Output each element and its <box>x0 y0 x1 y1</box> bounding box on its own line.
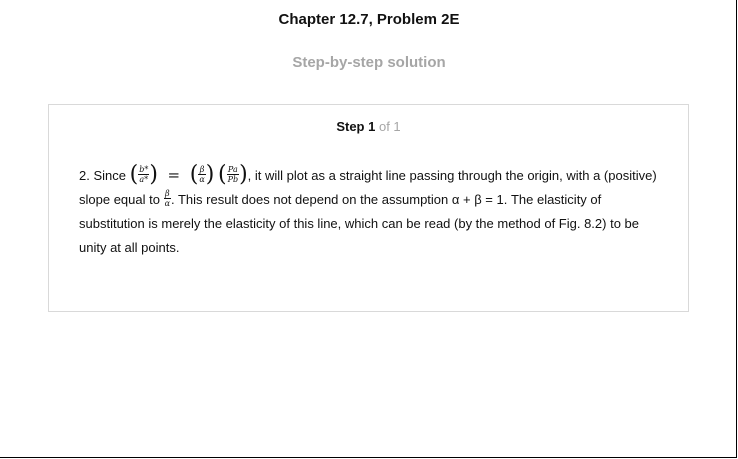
solution-text-rest: . This result does not depend on the assumption α + β = 1. The elasticity of substitution is merely the elasticity of this line, which can be read (by the method of Fig. 8.2) to be unity at all points. <box>79 192 640 255</box>
fraction-denominator: α <box>164 199 170 209</box>
fraction-price-ratio <box>227 165 240 184</box>
step-card <box>48 104 689 312</box>
fraction-numerator: b* <box>139 165 149 175</box>
step-label: Step 1 <box>336 119 376 134</box>
fraction-b-over-a <box>138 165 149 184</box>
fraction-denominator: Pb <box>227 175 239 185</box>
solution-subtitle: Step-by-step solution <box>292 54 446 71</box>
fraction-beta-over-alpha <box>198 165 205 184</box>
fraction-numerator: β <box>164 189 170 199</box>
equals-sign: = <box>167 166 181 184</box>
solution-intro: 2. Since <box>79 168 126 183</box>
solution-text <box>79 163 664 260</box>
close-paren: ) <box>149 161 158 187</box>
close-paren: ) <box>205 161 215 187</box>
open-paren: ( <box>217 161 227 187</box>
fraction-denominator: a* <box>139 175 149 185</box>
slope-fraction <box>164 189 171 208</box>
fraction-numerator: β <box>199 165 205 175</box>
fraction-denominator: α <box>199 175 205 185</box>
step-count: of 1 <box>378 119 401 134</box>
open-paren: ( <box>129 161 139 187</box>
close-paren: ) <box>239 161 248 187</box>
fraction-numerator: Pa <box>227 165 238 175</box>
step-header <box>49 119 688 134</box>
open-paren: ( <box>189 161 199 187</box>
solution-text-middle: , it will plot as a straight line passing through the origin, with a (positive) slope equal to <box>79 168 657 207</box>
chapter-title: Chapter 12.7, Problem 2E <box>278 11 460 28</box>
